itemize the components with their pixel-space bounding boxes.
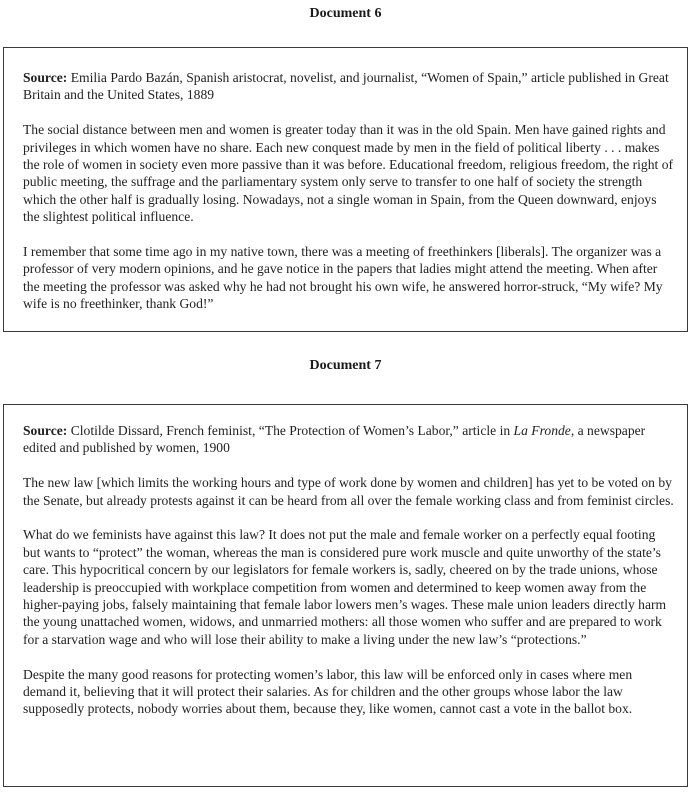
- source-publication-title: La Fronde: [513, 423, 571, 438]
- source-label: Source:: [23, 70, 68, 85]
- source-text: Emilia Pardo Bazán, Spanish aristocrat, novelist, and journalist, “Women of Spain,” article published in Great Britain and the United States, 1889: [23, 70, 669, 103]
- document-6-source: [23, 69, 676, 104]
- document-7-paragraph-1: The new law [which limits the working hours and type of work done by women and children] has yet to be voted on by the Senate, but already protests against it can be heard from all over the female working class and from feminist circles.: [23, 475, 674, 508]
- source-label: Source:: [23, 423, 68, 438]
- document-6-paragraph-2: I remember that some time ago in my native town, there was a meeting of freethinkers [liberals]. The organizer was a professor of very modern opinions, and he gave notice in the papers that ladies might attend the meeting. When after the meeting the professor was asked why he had not brought his own wife, he answered horror-struck, “My wife? My wife is no freethinker, thank God!”: [23, 244, 663, 312]
- document-7-box: [3, 404, 688, 787]
- source-text-continued: , a newspaper edited and published by women, 1900: [23, 423, 646, 456]
- document-7-paragraph-2: What do we feminists have against this law? It does not put the male and female worker on a perfectly equal footing but wants to “protect” the woman, whereas the man is considered pure work muscle and quite unworthy of the state’s care. This hypocritical concern by our legislators for female workers is, sadly, cheered on by the trade unions, whose leadership is preoccupied with workplace competition from women and determined to keep women away from the higher-paying jobs, falsely maintaining that female labor lowers men’s wages. These male union leaders directly harm the young unattached women, widows, and unmarried mothers: all those women who suffer and are prepared to work for a starvation wage and who will lose their ability to make a living under the new law’s “protections.”: [23, 527, 667, 647]
- document-6-paragraph-1: The social distance between men and women is greater today than it was in the old Spain. Men have gained rights and privileges in which women have no share. Each new conquest made by men in the field of political liberty . . . makes the role of women in society even more passive than it was before. Educational freedom, religious freedom, the right of public meeting, the suffrage and the parliamentary system only serve to transfer to one half of society the strength which the other half is gradually losing. Nowadays, not a single woman in Spain, from the Queen downward, enjoys the slightest political influence.: [23, 122, 674, 225]
- document-6-box: [3, 47, 688, 332]
- document-7-source: [23, 422, 676, 457]
- document-7-heading: Document 7: [309, 358, 382, 373]
- document-7-paragraph-3: Despite the many good reasons for protecting women’s labor, this law will be enforced only in cases where men demand it, believing that it will protect their salaries. As for children and the other groups whose labor the law supposedly protects, nobody worries about them, because they, like women, cannot cast a vote in the ballot box.: [23, 666, 633, 717]
- document-6-heading: Document 6: [309, 6, 382, 21]
- source-text: Clotilde Dissard, French feminist, “The Protection of Women’s Labor,” article in: [70, 423, 511, 438]
